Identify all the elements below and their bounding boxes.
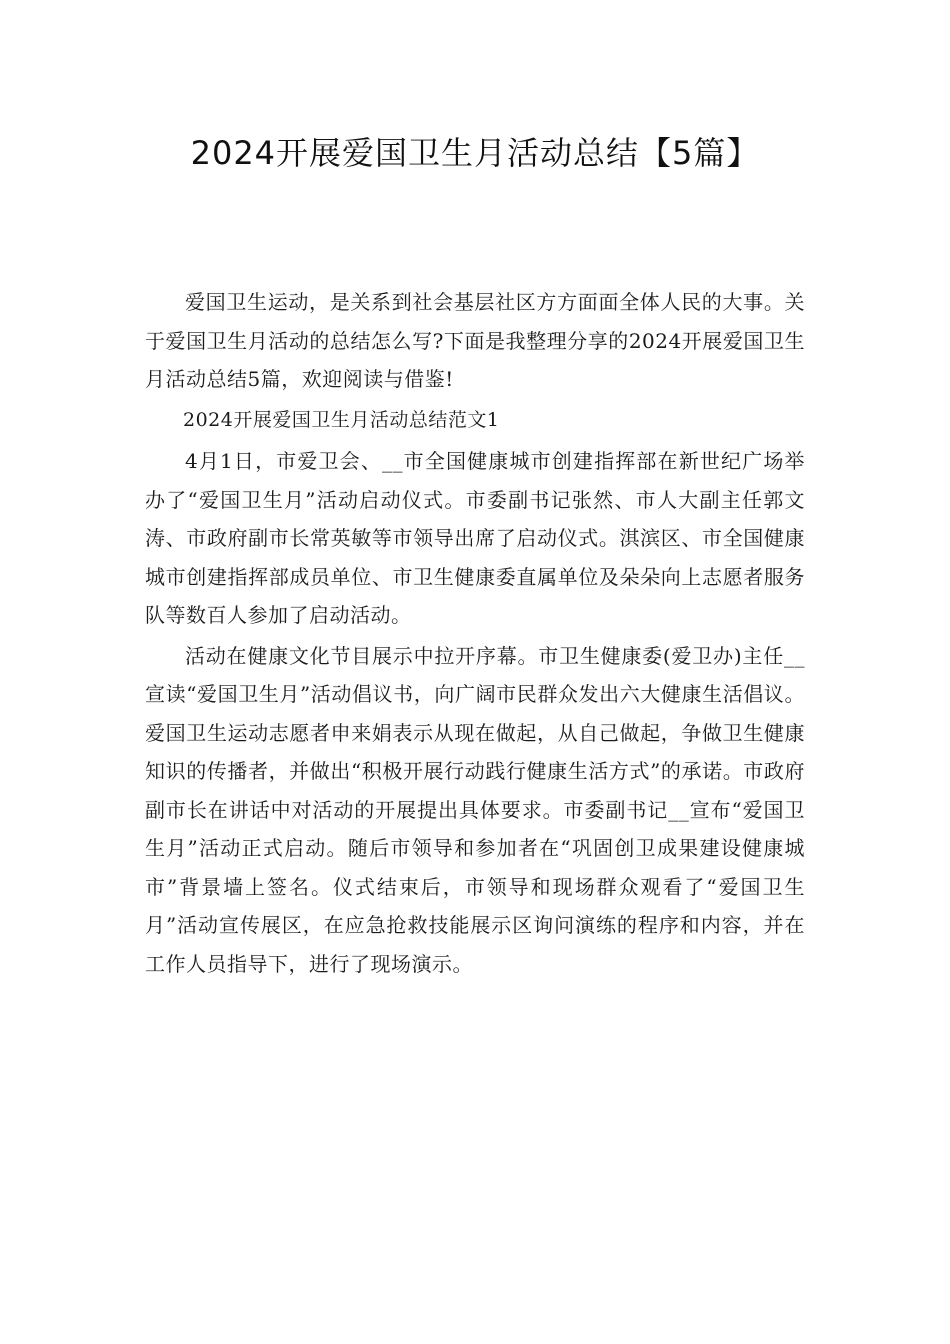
- body-paragraph: 4月1日，市爱卫会、__市全国健康城市创建指挥部在新世纪广场举办了“爱国卫生月”活动启动仪式。市委副书记张然、市人大副主任郭文涛、市政府副市长常英敏等市领导出席了启动仪式。淇滨区、市全国健康城市创建指挥部成员单位、市卫生健康委直属单位及朵朵向上志愿者服务队等数百人参加了启动活动。: [145, 449, 805, 627]
- intro-paragraph: 爱国卫生运动，是关系到社会基层社区方方面面全体人民的大事。关于爱国卫生月活动的总结怎么写?下面是我整理分享的2024开展爱国卫生月活动总结5篇，欢迎阅读与借鉴!: [145, 290, 805, 391]
- section-heading: 2024开展爱国卫生月活动总结范文1: [183, 408, 500, 431]
- body-paragraph: 活动在健康文化节目展示中拉开序幕。市卫生健康委(爱卫办)主任__宣读“爱国卫生月”活动倡议书，向广阔市民群众发出六大健康生活倡议。爱国卫生运动志愿者申来娟表示从现在做起，从自己做起，争做卫生健康知识的传播者，并做出“积极开展行动践行健康生活方式”的承诺。市政府副市长在讲话中对活动的开展提出具体要求。市委副书记__宣布“爱国卫生月”活动正式启动。随后市领导和参加者在“巩固创卫成果建设健康城市”背景墙上签名。仪式结束后，市领导和现场群众观看了“爱国卫生月”活动宣传展区，在应急抢救技能展示区询问演练的程序和内容，并在工作人员指导下，进行了现场演示。: [145, 643, 805, 976]
- document-body: [145, 283, 805, 985]
- document-title: 2024开展爱国卫生月活动总结【5篇】: [190, 134, 760, 172]
